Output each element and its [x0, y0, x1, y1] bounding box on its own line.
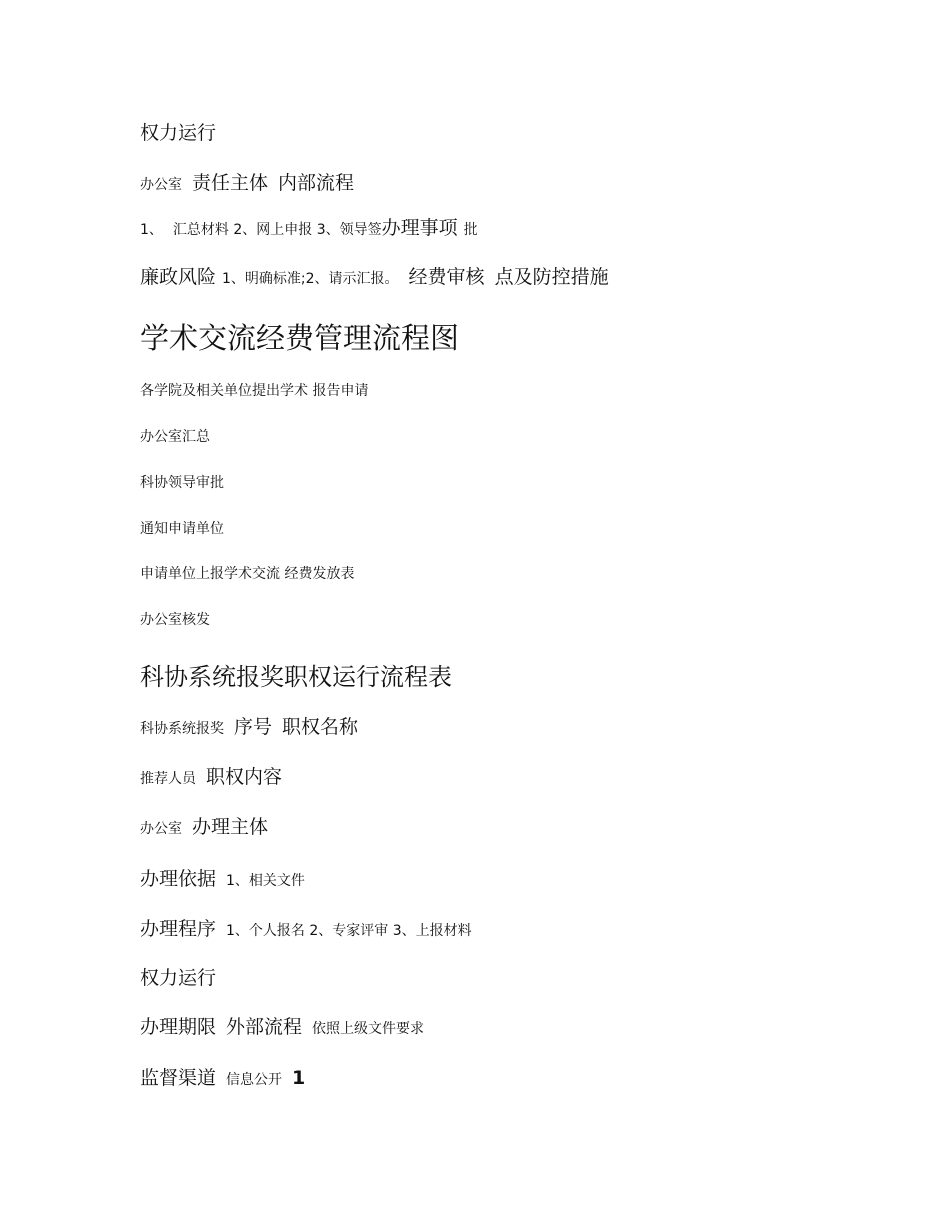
integrity-risk-label: 廉政风险	[140, 266, 217, 288]
info-disclosure-text: 信息公开	[226, 1072, 283, 1088]
related-documents-text: 1、相关文件	[226, 873, 305, 889]
handling-matter-label: 办理事项	[381, 217, 458, 239]
office-label: 办公室	[140, 177, 182, 193]
academic-fund-heading: 学术交流经费管理流程图	[140, 321, 460, 355]
recommend-personnel-text: 推荐人员	[140, 771, 196, 787]
flow-step-1	[140, 380, 368, 400]
award-process-heading: 科协系统报奖职权运行流程表	[140, 663, 452, 691]
item-number: 1	[292, 1067, 306, 1089]
section-title-power	[140, 118, 216, 145]
flow-step-text: 办公室核发	[140, 612, 210, 628]
power-operation-label: 权力运行	[140, 967, 217, 989]
flow-step-4	[140, 518, 224, 538]
heading-award-process	[140, 657, 452, 692]
flow-step-text: 各学院及相关单位提出学术 报告申请	[140, 383, 369, 399]
row-award-name	[140, 712, 358, 739]
award-system-text: 科协系统报奖	[140, 721, 224, 737]
per-superior-docs-text: 依照上级文件要求	[312, 1021, 425, 1037]
row-handling-procedure	[140, 914, 472, 941]
control-points-label: 点及防控措施	[494, 266, 609, 288]
row-handling-subject	[140, 812, 268, 839]
responsible-subject-label: 责任主体	[192, 172, 269, 194]
power-operation-title: 权力运行	[140, 122, 217, 144]
approve-text: 批	[463, 222, 478, 238]
office-text: 办公室	[140, 821, 182, 837]
row-supervision-channel	[140, 1063, 305, 1090]
handling-subject-label: 办理主体	[192, 816, 269, 838]
external-process-label: 外部流程	[226, 1016, 303, 1038]
risk-measures-text: 1、明确标准;2、请示汇报。	[222, 271, 399, 287]
flow-step-5	[140, 563, 354, 583]
handling-procedure-label: 办理程序	[140, 918, 217, 940]
process-steps-text: 汇总材料 2、网上申报 3、领导签	[172, 222, 382, 238]
handling-basis-label: 办理依据	[140, 868, 217, 890]
flow-step-2	[140, 426, 210, 446]
flow-step-3	[140, 472, 224, 492]
flow-step-text: 办公室汇总	[140, 429, 210, 445]
flow-step-text: 通知申请单位	[140, 521, 224, 537]
supervision-channel-label: 监督渠道	[140, 1067, 217, 1089]
serial-number-label: 序号	[234, 716, 273, 738]
row-office-subject	[140, 168, 354, 195]
row-handling-deadline	[140, 1012, 424, 1039]
row-authority-content	[140, 762, 282, 789]
row-process-steps	[140, 213, 478, 240]
row-integrity-risk	[140, 262, 609, 289]
fund-review-label: 经费审核	[408, 266, 485, 288]
internal-process-label: 内部流程	[278, 172, 355, 194]
row-handling-basis	[140, 864, 305, 891]
authority-name-label: 职权名称	[282, 716, 359, 738]
handling-deadline-label: 办理期限	[140, 1016, 217, 1038]
flow-step-text: 科协领导审批	[140, 475, 224, 491]
step-number: 1、	[140, 222, 163, 238]
heading-academic-fund-flow	[140, 316, 459, 357]
row-power-operation	[140, 963, 216, 990]
flow-step-6	[140, 609, 210, 629]
flow-step-text: 申请单位上报学术交流 经费发放表	[140, 566, 355, 582]
procedure-steps-text: 1、个人报名 2、专家评审 3、上报材料	[226, 923, 472, 939]
authority-content-label: 职权内容	[206, 766, 283, 788]
